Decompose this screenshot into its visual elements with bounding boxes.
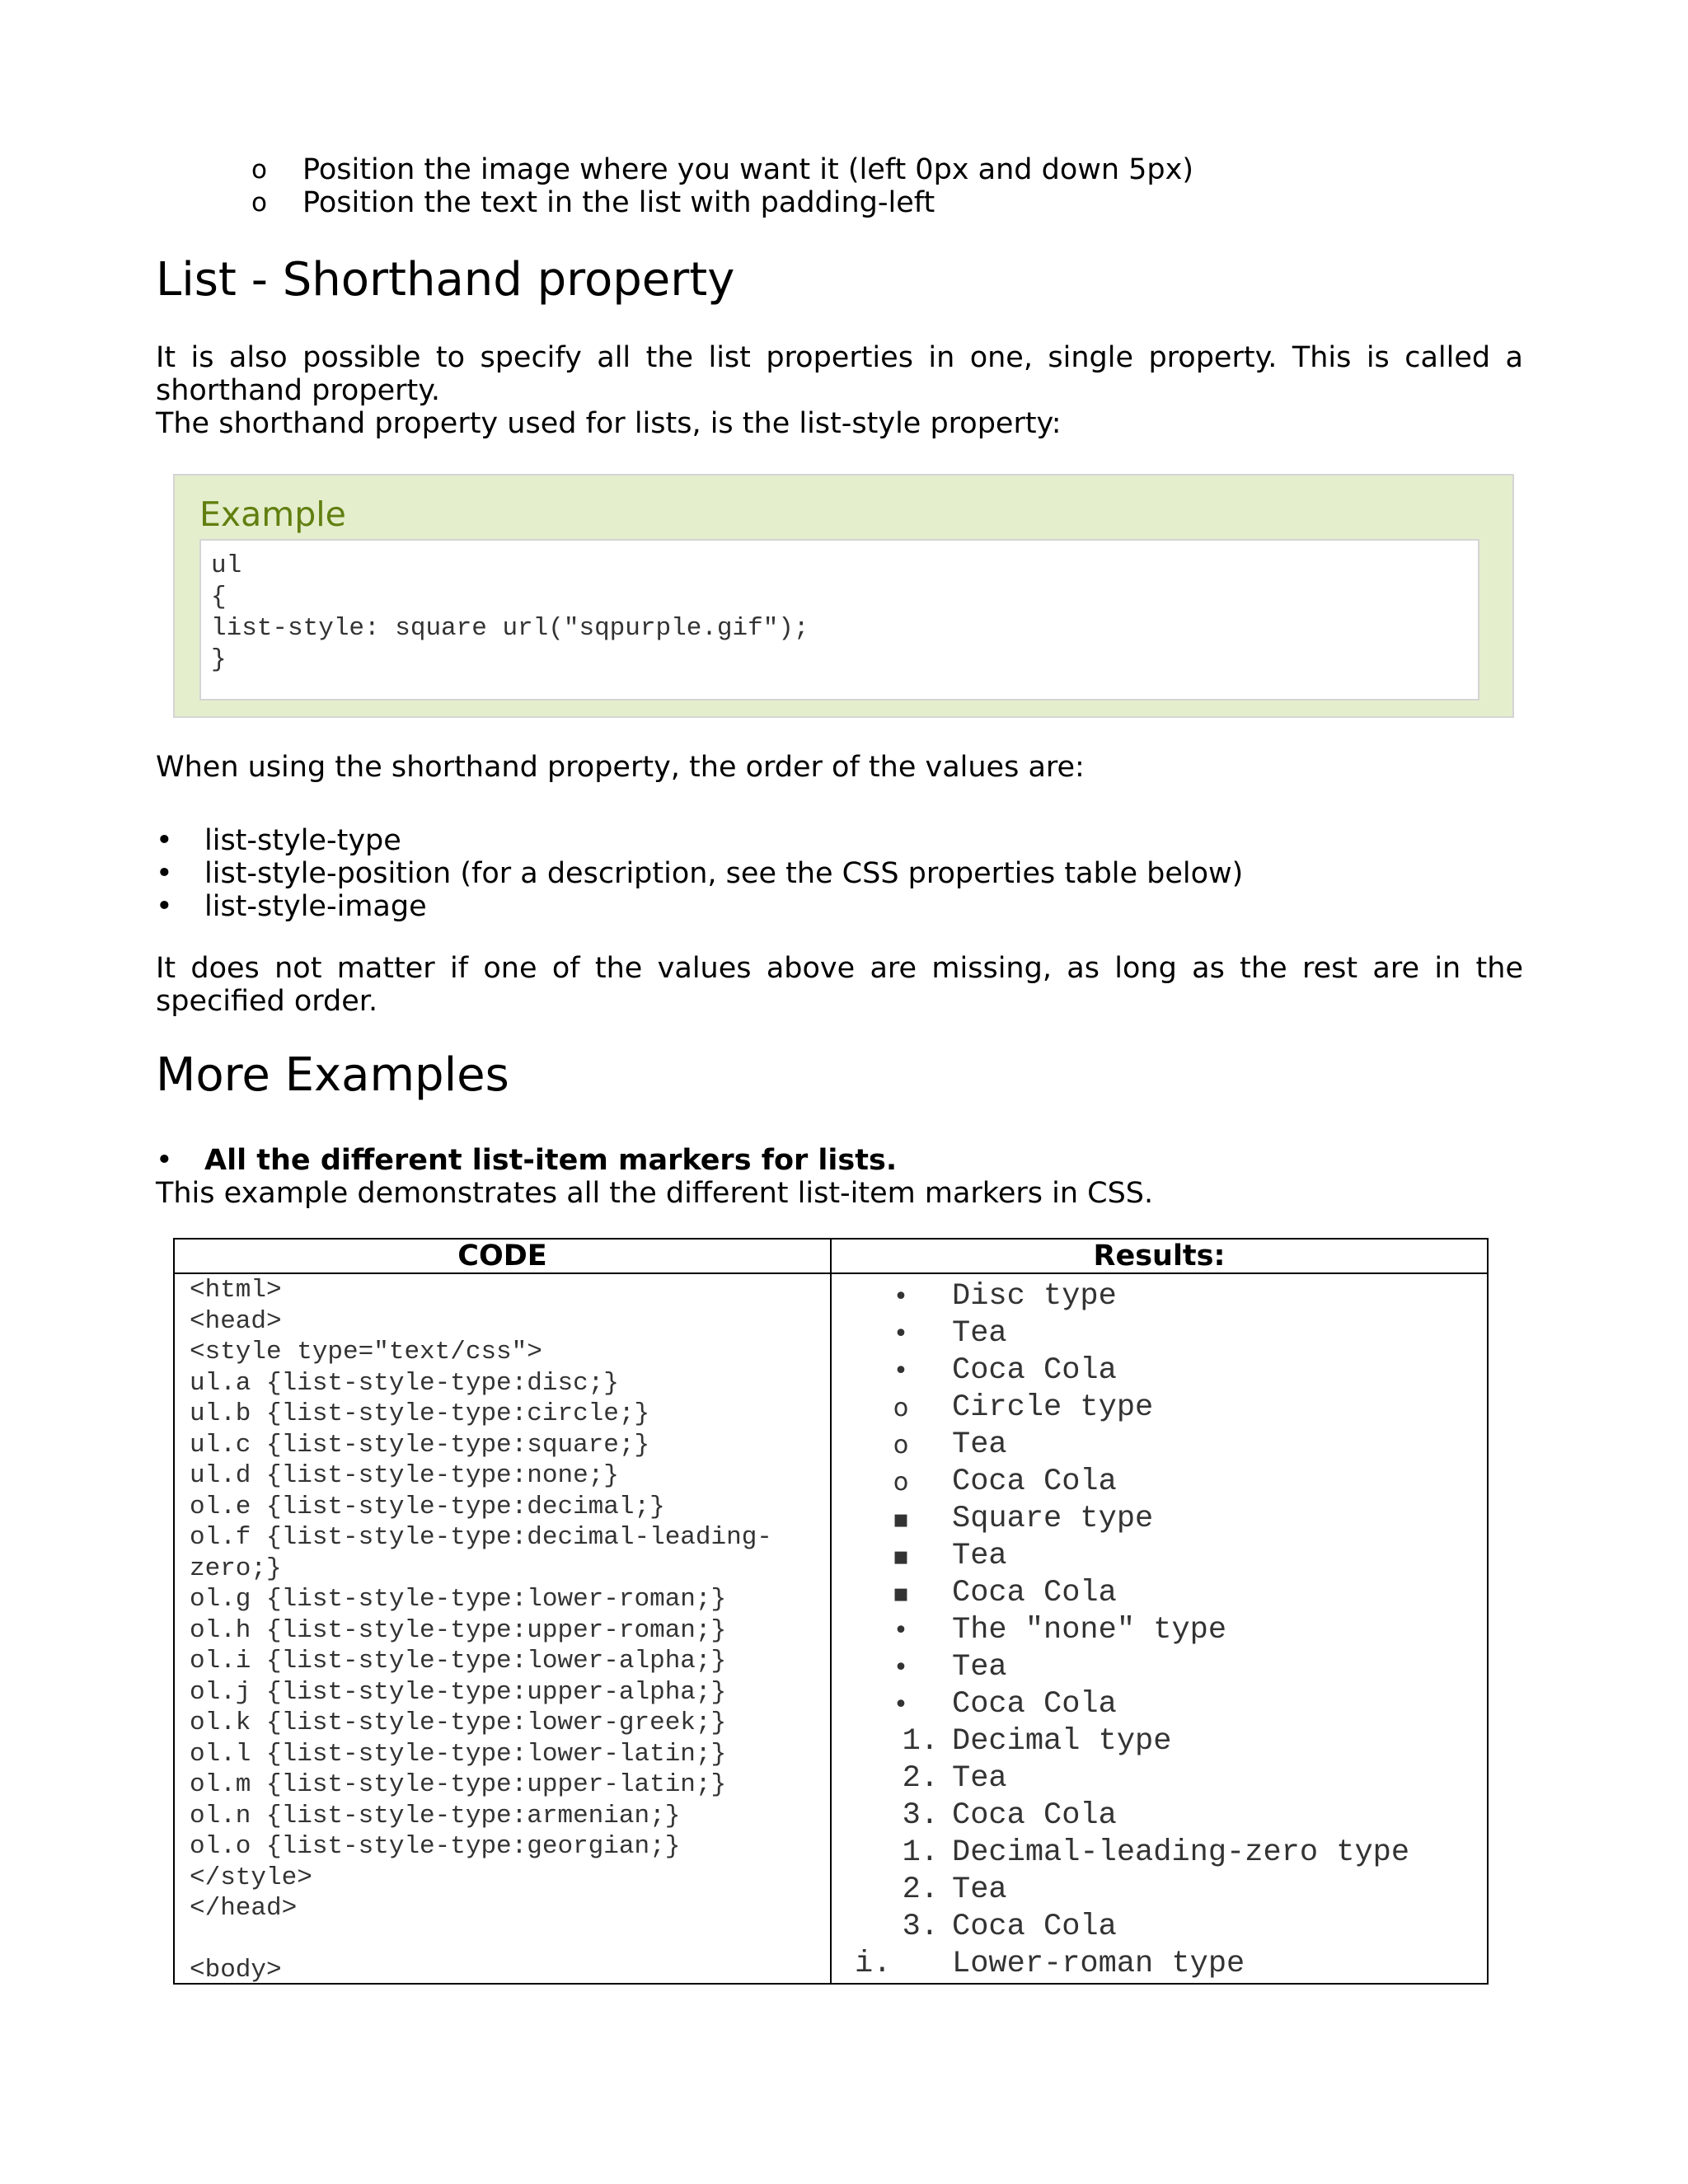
disc-marker-icon: •	[893, 1616, 908, 1645]
code-line: ol.l {list-style-type:lower-latin;}	[190, 1739, 727, 1769]
result-list-item	[832, 1278, 1487, 1315]
example-code-block	[199, 539, 1479, 701]
code-line: ol.e {list-style-type:decimal;}	[190, 1492, 665, 1521]
disc-marker-icon: •	[893, 1319, 908, 1348]
result-item-text: Decimal-leading-zero type	[952, 1835, 1410, 1870]
result-item-text: The "none" type	[952, 1613, 1227, 1647]
circle-bullet-icon: o	[251, 188, 267, 218]
example-description: This example demonstrates all the different list-item markers in CSS.	[156, 1177, 1154, 1210]
code-results-table	[173, 1238, 1489, 1985]
list-number-marker: 1.	[902, 1835, 939, 1870]
result-item-text: Tea	[952, 1316, 1007, 1351]
result-item-text: Tea	[952, 1872, 1007, 1907]
result-item-text: Coca Cola	[952, 1465, 1117, 1499]
list-number-marker: 2.	[902, 1761, 939, 1796]
order-list	[156, 824, 1243, 923]
section-heading-shorthand: List - Shorthand property	[156, 253, 735, 307]
square-marker-icon: ▪	[892, 1505, 910, 1534]
table-header-code: CODE	[457, 1240, 547, 1272]
result-list-item	[832, 1723, 1487, 1760]
code-line: ol.g {list-style-type:lower-roman;}	[190, 1585, 727, 1614]
result-list-item	[832, 1390, 1487, 1427]
code-line: <style type="text/css">	[190, 1338, 542, 1366]
position-sublist	[251, 153, 1193, 219]
result-list-item	[832, 1538, 1487, 1575]
result-list-item	[832, 1352, 1487, 1390]
list-number-marker: 3.	[902, 1910, 939, 1944]
missing-values-paragraph: It does not matter if one of the values above are missing, as long as the rest are in the specified order.	[156, 952, 1523, 1018]
square-marker-icon: ▪	[892, 1542, 910, 1571]
code-line: </head>	[190, 1894, 298, 1923]
result-item-text: Coca Cola	[952, 1687, 1117, 1722]
bullet-icon: •	[156, 1144, 173, 1177]
list-item	[156, 824, 1243, 857]
list-number-marker: 2.	[902, 1872, 939, 1907]
disc-marker-icon: •	[893, 1653, 908, 1682]
disc-marker-icon: •	[893, 1357, 908, 1385]
circle-marker-icon: o	[893, 1468, 909, 1497]
result-list-item	[832, 1649, 1487, 1686]
example-bullet	[156, 1144, 897, 1177]
code-line: ol.f {list-style-type:decimal-leading-	[190, 1523, 772, 1552]
code-line: ul.a {list-style-type:disc;}	[190, 1368, 619, 1398]
result-list-item	[832, 1612, 1487, 1649]
result-item-text: Tea	[952, 1761, 1007, 1796]
code-line: </style>	[190, 1863, 312, 1892]
result-list-item	[832, 1835, 1487, 1872]
square-marker-icon: ▪	[892, 1579, 910, 1608]
list-number-marker: 3.	[902, 1798, 939, 1833]
list-item-text: Position the image where you want it (left 0px and down 5px)	[302, 153, 1194, 186]
result-item-text: Circle type	[952, 1390, 1154, 1425]
result-list-item	[832, 1501, 1487, 1538]
disc-marker-icon: •	[893, 1690, 908, 1719]
code-line: ul.c {list-style-type:square;}	[190, 1430, 650, 1460]
result-list-item	[832, 1909, 1487, 1946]
code-line: ol.o {list-style-type:georgian;}	[190, 1832, 681, 1861]
list-item-text: list-style-type	[204, 824, 401, 857]
result-item-text: Coca Cola	[952, 1353, 1117, 1388]
shorthand-usage-paragraph: The shorthand property used for lists, is the list-style property:	[156, 407, 1062, 440]
code-line: ul	[211, 551, 242, 580]
bullet-icon: •	[156, 890, 173, 923]
list-item	[156, 890, 1243, 923]
result-list-item	[832, 1315, 1487, 1352]
code-line: list-style: square url("sqpurple.gif");	[211, 614, 809, 643]
result-item-text: Coca Cola	[952, 1910, 1117, 1944]
list-item	[251, 186, 1193, 219]
code-line: ol.h {list-style-type:upper-roman;}	[190, 1615, 727, 1645]
code-line: <head>	[190, 1306, 282, 1336]
result-list-item	[832, 1872, 1487, 1909]
result-item-text: Decimal type	[952, 1724, 1172, 1759]
result-item-text: Coca Cola	[952, 1576, 1117, 1610]
code-line: }	[211, 645, 227, 674]
result-item-text: Tea	[952, 1427, 1007, 1462]
code-line: {	[211, 583, 227, 612]
circle-bullet-icon: o	[251, 155, 267, 185]
result-list-item	[832, 1464, 1487, 1501]
results-column	[832, 1278, 1487, 1983]
result-list-item	[832, 1575, 1487, 1612]
disc-marker-icon: •	[893, 1282, 908, 1311]
code-line: ol.i {list-style-type:lower-alpha;}	[190, 1647, 727, 1675]
bullet-icon: •	[156, 857, 173, 890]
order-intro-paragraph: When using the shorthand property, the order of the values are:	[156, 751, 1085, 784]
code-column	[190, 1275, 824, 1986]
table-header-results: Results:	[1093, 1240, 1226, 1272]
code-line: ol.j {list-style-type:upper-alpha;}	[190, 1677, 727, 1707]
result-item-text: Square type	[952, 1502, 1154, 1536]
result-list-item	[832, 1946, 1487, 1983]
result-item-text: Coca Cola	[952, 1798, 1117, 1833]
list-number-marker: i.	[855, 1947, 892, 1981]
shorthand-intro-paragraph: It is also possible to specify all the list properties in one, single property. This is called a shorthand property.	[156, 341, 1523, 407]
code-line	[190, 1924, 824, 1956]
list-item-text: list-style-position (for a description, see the CSS properties table below)	[204, 857, 1244, 890]
code-line: <html>	[190, 1276, 282, 1305]
list-number-marker: 1.	[902, 1724, 939, 1759]
example-bullet-text: All the different list-item markers for lists.	[204, 1144, 898, 1177]
list-item-text: list-style-image	[204, 890, 427, 923]
result-item-text: Disc type	[952, 1279, 1117, 1314]
code-line: ol.n {list-style-type:armenian;}	[190, 1801, 681, 1830]
code-line: <body>	[190, 1956, 282, 1985]
code-line: ol.k {list-style-type:lower-greek;}	[190, 1708, 727, 1737]
result-list-item	[832, 1760, 1487, 1797]
result-item-text: Tea	[952, 1539, 1007, 1573]
result-list-item	[832, 1427, 1487, 1464]
example-title: Example	[199, 494, 346, 534]
code-line: zero;}	[190, 1554, 282, 1583]
circle-marker-icon: o	[893, 1394, 909, 1422]
list-item	[251, 153, 1193, 186]
list-item-text: Position the text in the list with padding-left	[302, 186, 935, 219]
result-item-text: Lower-roman type	[952, 1947, 1245, 1981]
section-heading-more-examples: More Examples	[156, 1048, 509, 1102]
result-list-item	[832, 1686, 1487, 1723]
result-item-text: Tea	[952, 1650, 1007, 1685]
code-line: ol.m {list-style-type:upper-latin;}	[190, 1770, 727, 1799]
circle-marker-icon: o	[893, 1431, 909, 1460]
list-item	[156, 857, 1243, 890]
code-line: ul.b {list-style-type:circle;}	[190, 1399, 650, 1428]
example-box	[173, 474, 1514, 718]
bullet-icon: •	[156, 824, 173, 857]
result-list-item	[832, 1797, 1487, 1835]
code-line: ul.d {list-style-type:none;}	[190, 1461, 619, 1490]
